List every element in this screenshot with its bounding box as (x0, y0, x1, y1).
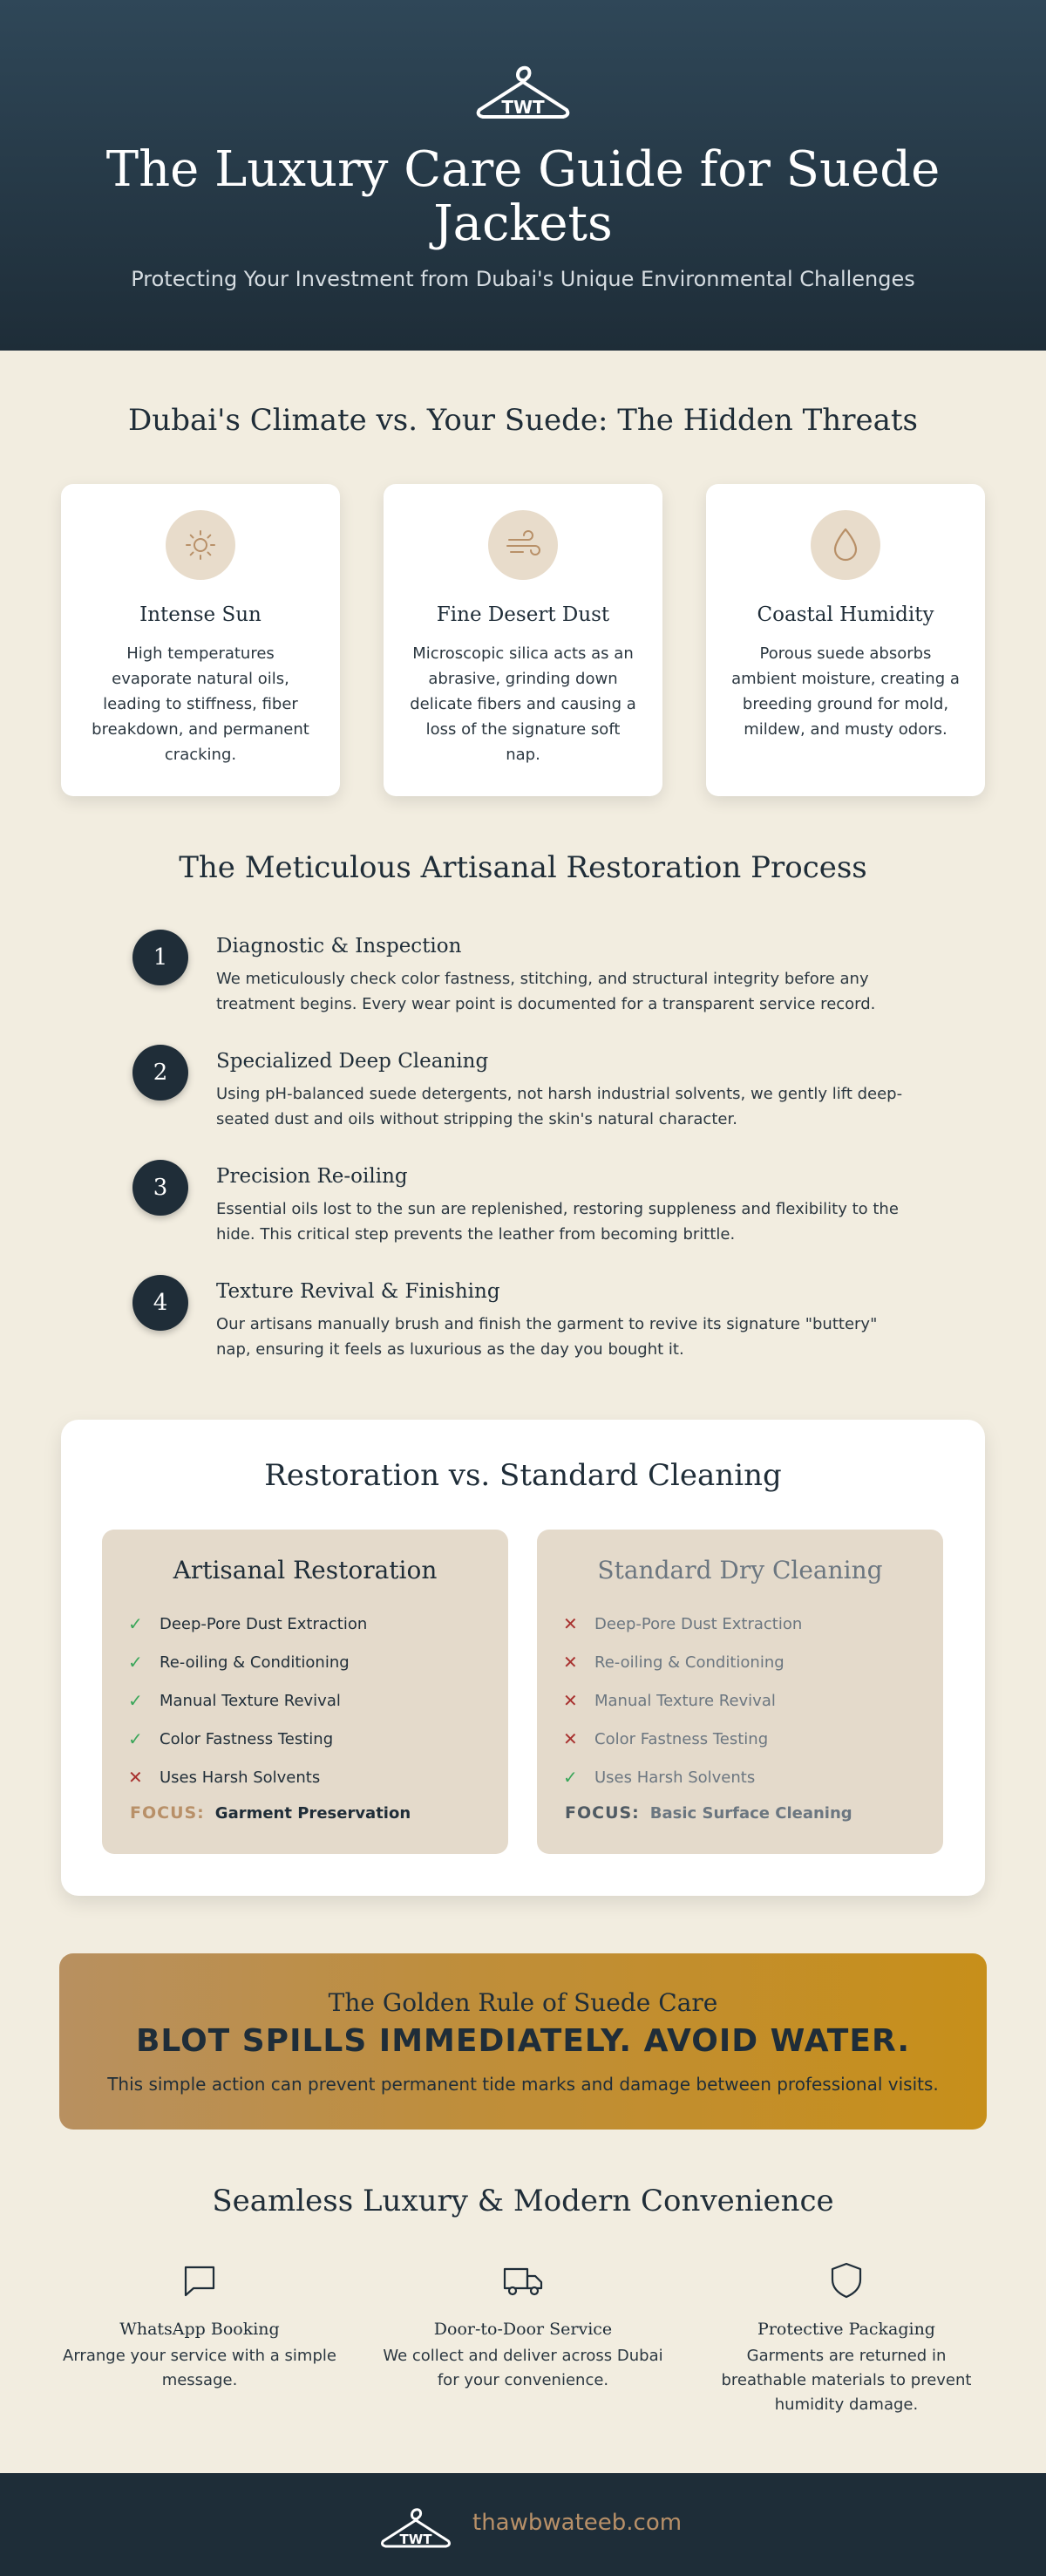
feature-label: Re-oiling & Conditioning (160, 1653, 350, 1672)
threat-text: Microscopic silica acts as an abrasive, grinding down delicate fibers and causing a loss of the signature soft nap. (410, 644, 636, 764)
page-subtitle: Protecting Your Investment from Dubai's Unique Environmental Challenges (131, 267, 915, 291)
list-item (563, 1643, 802, 1681)
focus-value: Garment Preservation (214, 1804, 411, 1823)
services-section-title: Seamless Luxury & Modern Convenience (212, 2184, 834, 2218)
comparison-col-restoration (102, 1530, 508, 1854)
focus-label: FOCUS: (130, 1803, 205, 1823)
threat-card-dust (384, 484, 662, 796)
comparison-title: Restoration vs. Standard Cleaning (264, 1458, 782, 1493)
focus-line (130, 1803, 411, 1823)
hanger-logo-icon (377, 2499, 455, 2552)
list-item (128, 1681, 367, 1720)
step-title: Texture Revival & Finishing (216, 1280, 500, 1303)
step-text: Our artisans manually brush and finish the garment to revive its signature "buttery" nap, ensuring it feels as luxurious as the day you bought it. (216, 1315, 878, 1359)
cross-icon: ✕ (563, 1613, 578, 1634)
feature-label: Uses Harsh Solvents (160, 1768, 321, 1787)
list-item (563, 1720, 802, 1758)
col-title: Standard Dry Cleaning (597, 1556, 883, 1584)
golden-rule-headline: BLOT SPILLS IMMEDIATELY. AVOID WATER. (135, 2023, 911, 2059)
process-section-title: The Meticulous Artisanal Restoration Process (179, 850, 867, 885)
service-title: Door-to-Door Service (433, 2320, 613, 2339)
page-title: The Luxury Care Guide for Suede Jackets (105, 141, 941, 252)
check-icon: ✓ (128, 1690, 143, 1711)
service-text: Arrange your service with a simple message. (63, 2347, 336, 2389)
threat-icon-circle (811, 510, 880, 580)
threat-card-humidity (706, 484, 985, 796)
focus-label: FOCUS: (565, 1803, 640, 1823)
page-footer (0, 2473, 1046, 2576)
logo-text: TWT (399, 2532, 432, 2547)
service-text: Garments are returned in breathable materials to prevent humidity damage. (721, 2347, 972, 2414)
cross-icon: ✕ (128, 1767, 143, 1788)
list-item (563, 1758, 802, 1796)
check-icon: ✓ (563, 1767, 578, 1788)
cross-icon: ✕ (563, 1728, 578, 1749)
shield-icon (825, 2259, 868, 2302)
list-item (128, 1643, 367, 1681)
feature-list (128, 1605, 367, 1796)
comparison-col-standard (537, 1530, 943, 1854)
golden-rule-banner (59, 1953, 987, 2130)
feature-label: Manual Texture Revival (594, 1691, 776, 1710)
feature-label: Deep-Pore Dust Extraction (160, 1614, 368, 1633)
page-header (0, 0, 1046, 351)
list-item (563, 1605, 802, 1643)
check-icon: ✓ (128, 1613, 143, 1634)
threat-text: High temperatures evaporate natural oils, leading to stiffness, fiber breakdown, and permanent cracking. (92, 644, 309, 764)
service-title: WhatsApp Booking (119, 2320, 280, 2339)
focus-line (565, 1803, 852, 1823)
process-step (132, 1160, 917, 1256)
service-text: We collect and deliver across Dubai for your convenience. (383, 2347, 663, 2389)
feature-label: Color Fastness Testing (160, 1729, 334, 1748)
feature-label: Re-oiling & Conditioning (594, 1653, 784, 1672)
step-number: 3 (132, 1160, 188, 1216)
check-icon: ✓ (128, 1652, 143, 1673)
threat-title: Coastal Humidity (757, 603, 934, 626)
focus-value: Basic Surface Cleaning (649, 1804, 852, 1823)
golden-rule-title: The Golden Rule of Suede Care (328, 1988, 718, 2017)
process-step (132, 930, 917, 1026)
cross-icon: ✕ (563, 1652, 578, 1673)
website-link[interactable]: thawbwateeb.com (472, 2510, 683, 2536)
list-item (563, 1681, 802, 1720)
col-title: Artisanal Restoration (173, 1556, 438, 1584)
step-text: Essential oils lost to the sun are replenished, restoring suppleness and flexibility to the hide. This critical step prevents the leather from becoming brittle. (216, 1200, 899, 1244)
threat-icon-circle (166, 510, 235, 580)
list-item (128, 1605, 367, 1643)
droplet-icon (828, 526, 863, 564)
list-item (128, 1720, 367, 1758)
feature-label: Deep-Pore Dust Extraction (594, 1614, 803, 1633)
step-number: 2 (132, 1045, 188, 1101)
chat-bubble-icon (178, 2259, 221, 2302)
comparison-panel (61, 1420, 985, 1896)
step-number: 1 (132, 930, 188, 985)
feature-list (563, 1605, 802, 1796)
feature-label: Manual Texture Revival (160, 1691, 341, 1710)
feature-label: Uses Harsh Solvents (594, 1768, 756, 1787)
step-title: Precision Re-oiling (216, 1165, 408, 1188)
list-item (128, 1758, 367, 1796)
sun-icon (183, 528, 218, 562)
hanger-logo-icon (471, 54, 575, 124)
threat-text: Porous suede absorbs ambient moisture, creating a breeding ground for mold, mildew, and musty odors. (731, 644, 960, 739)
threat-title: Intense Sun (139, 603, 262, 626)
threats-section-title: Dubai's Climate vs. Your Suede: The Hidden Threats (128, 403, 918, 438)
process-step (132, 1045, 917, 1141)
step-text: Using pH-balanced suede detergents, not harsh industrial solvents, we gently lift deep-seated dust and oils without stripping the skin's natural character. (216, 1085, 903, 1128)
cross-icon: ✕ (563, 1690, 578, 1711)
step-title: Specialized Deep Cleaning (216, 1050, 489, 1073)
step-number: 4 (132, 1275, 188, 1331)
threat-card-sun (61, 484, 340, 796)
threat-title: Fine Desert Dust (436, 603, 610, 626)
truck-icon (501, 2259, 545, 2302)
wind-icon (504, 528, 542, 562)
step-title: Diagnostic & Inspection (216, 935, 462, 957)
threat-icon-circle (488, 510, 558, 580)
golden-rule-text: This simple action can prevent permanent tide marks and damage between professional visits. (107, 2074, 939, 2095)
logo-text: TWT (501, 97, 545, 118)
feature-label: Color Fastness Testing (594, 1729, 769, 1748)
step-text: We meticulously check color fastness, stitching, and structural integrity before any treatment begins. Every wear point is documented for a transparent service record. (216, 970, 876, 1013)
service-title: Protective Packaging (757, 2320, 935, 2339)
check-icon: ✓ (128, 1728, 143, 1749)
process-step (132, 1275, 917, 1371)
